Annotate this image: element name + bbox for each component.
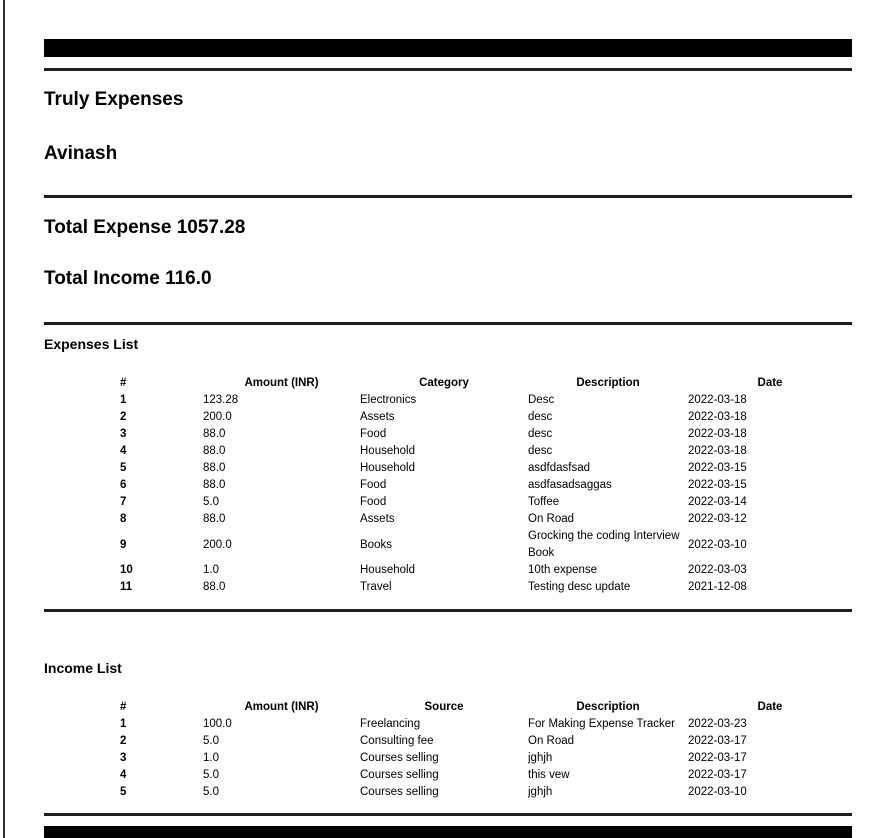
table-cell: Food xyxy=(360,479,387,491)
table-cell: 88.0 xyxy=(203,581,226,593)
income-list-heading: Income List xyxy=(44,660,122,676)
table-cell: 123.28 xyxy=(203,394,239,406)
table-cell: 200.0 xyxy=(203,411,232,423)
expenses-table-body xyxy=(120,392,852,596)
table-cell: 4 xyxy=(120,445,127,457)
table-cell: 2022-03-18 xyxy=(688,411,747,423)
header-bar xyxy=(44,39,852,57)
table-cell: 10 xyxy=(120,564,133,576)
table-cell: Freelancing xyxy=(360,718,421,730)
app-title: Truly Expenses xyxy=(44,89,184,110)
table-cell: 5 xyxy=(120,786,127,798)
table-cell: 5 xyxy=(120,462,127,474)
table-cell: 11 xyxy=(120,581,133,593)
table-cell: 4 xyxy=(120,769,127,781)
table-row xyxy=(120,528,852,562)
table-row xyxy=(120,443,852,460)
column-header-date: Date xyxy=(757,701,783,713)
table-row xyxy=(120,409,852,426)
table-cell: 2022-03-10 xyxy=(688,538,747,551)
table-cell: 2021-12-08 xyxy=(688,581,747,593)
table-cell: Household xyxy=(360,462,415,474)
column-header-description: Description xyxy=(576,701,640,713)
table-cell: Household xyxy=(360,564,415,576)
table-cell: Travel xyxy=(360,581,392,593)
table-cell: 2022-03-17 xyxy=(688,769,747,781)
table-cell: 9 xyxy=(120,538,127,551)
income-table-body xyxy=(120,716,852,801)
table-cell: 1.0 xyxy=(203,752,219,764)
table-cell: 5.0 xyxy=(203,496,219,508)
table-cell: For Making Expense Tracker xyxy=(528,718,676,730)
divider xyxy=(44,322,852,325)
table-cell: 2022-03-23 xyxy=(688,718,747,730)
table-cell: jghjh xyxy=(528,786,553,798)
table-cell: 2022-03-15 xyxy=(688,479,747,491)
table-cell: 2022-03-18 xyxy=(688,445,747,457)
table-row xyxy=(120,733,852,750)
table-cell: 2022-03-12 xyxy=(688,513,747,525)
income-table-header xyxy=(120,699,852,716)
table-cell: Household xyxy=(360,445,415,457)
table-cell: 1 xyxy=(120,394,127,406)
table-cell: 100.0 xyxy=(203,718,232,730)
table-cell: 2022-03-15 xyxy=(688,462,747,474)
table-cell: desc xyxy=(528,428,553,440)
table-row xyxy=(120,767,852,784)
table-cell: 88.0 xyxy=(203,428,226,440)
table-cell: 1.0 xyxy=(203,564,219,576)
table-row xyxy=(120,716,852,733)
table-cell: 3 xyxy=(120,752,127,764)
table-row xyxy=(120,460,852,477)
table-cell: Toffee xyxy=(528,496,560,508)
table-cell: Desc xyxy=(528,394,555,406)
header-row xyxy=(120,699,852,716)
table-cell: desc xyxy=(528,411,553,423)
table-row xyxy=(120,426,852,443)
table-cell: 2 xyxy=(120,411,127,423)
expenses-list-heading: Expenses List xyxy=(44,336,139,352)
table-cell: 88.0 xyxy=(203,462,226,474)
total-income xyxy=(44,268,212,289)
table-cell: 8 xyxy=(120,513,127,525)
footer-bar xyxy=(44,826,852,838)
table-cell: 2022-03-03 xyxy=(688,564,747,576)
header-row xyxy=(120,375,852,392)
table-cell: 200.0 xyxy=(203,538,232,551)
table-cell: jghjh xyxy=(528,752,553,764)
table-cell: 5.0 xyxy=(203,769,219,781)
table-row xyxy=(120,392,852,409)
table-cell: 88.0 xyxy=(203,445,226,457)
table-row xyxy=(120,562,852,579)
table-cell: 2022-03-14 xyxy=(688,496,747,508)
table-cell: Consulting fee xyxy=(360,735,434,747)
column-header-date: Date xyxy=(757,377,783,389)
table-row xyxy=(120,494,852,511)
table-row xyxy=(120,511,852,528)
income-table xyxy=(120,699,852,801)
page-left-border xyxy=(3,0,5,838)
table-cell: 2 xyxy=(120,735,127,747)
table-cell: 2022-03-17 xyxy=(688,735,747,747)
column-header-source: Source xyxy=(424,701,464,713)
total-income-value: 116.0 xyxy=(165,268,212,289)
table-cell: 2022-03-10 xyxy=(688,786,747,798)
table-cell: Testing desc update xyxy=(528,581,631,593)
table-cell: Food xyxy=(360,428,387,440)
table-cell: Grocking the coding Interview Book xyxy=(528,530,680,559)
table-cell: Food xyxy=(360,496,387,508)
table-cell: this vew xyxy=(528,769,570,781)
table-cell: Courses selling xyxy=(360,769,439,781)
table-row xyxy=(120,579,852,596)
column-header-number: # xyxy=(120,701,127,713)
table-row xyxy=(120,784,852,801)
divider xyxy=(44,813,852,816)
table-cell: Courses selling xyxy=(360,786,439,798)
table-cell: 10th expense xyxy=(528,564,598,576)
table-cell: 2022-03-18 xyxy=(688,394,747,406)
table-cell: 3 xyxy=(120,428,127,440)
column-header-amount: Amount (INR) xyxy=(244,701,319,713)
table-cell: 2022-03-17 xyxy=(688,752,747,764)
table-cell: 1 xyxy=(120,718,127,730)
table-cell: 88.0 xyxy=(203,479,226,491)
table-cell: 6 xyxy=(120,479,127,491)
table-cell: Assets xyxy=(360,411,395,423)
table-cell: Assets xyxy=(360,513,395,525)
table-row xyxy=(120,477,852,494)
total-expense xyxy=(44,217,245,238)
table-row xyxy=(120,750,852,767)
divider xyxy=(44,195,852,198)
table-cell: 7 xyxy=(120,496,127,508)
user-name: Avinash xyxy=(44,143,118,164)
divider xyxy=(44,609,852,612)
divider xyxy=(44,68,852,71)
table-cell: On Road xyxy=(528,513,575,525)
table-cell: Books xyxy=(360,538,392,551)
total-expense-label: Total Expense xyxy=(44,217,172,238)
column-header-description: Description xyxy=(576,377,640,389)
table-cell: Electronics xyxy=(360,394,417,406)
total-expense-value: 1057.28 xyxy=(176,217,246,238)
table-cell: 5.0 xyxy=(203,786,219,798)
table-cell: 2022-03-18 xyxy=(688,428,747,440)
table-cell: On Road xyxy=(528,735,575,747)
column-header-category: Category xyxy=(419,377,469,389)
total-income-label: Total Income xyxy=(44,268,160,289)
table-cell: 88.0 xyxy=(203,513,226,525)
table-cell: 5.0 xyxy=(203,735,219,747)
expenses-table xyxy=(120,375,852,596)
column-header-number: # xyxy=(120,377,127,389)
table-cell: asdfasadsaggas xyxy=(528,479,612,491)
table-cell: Courses selling xyxy=(360,752,439,764)
table-cell: asdfdasfsad xyxy=(528,462,591,474)
expenses-table-header xyxy=(120,375,852,392)
table-cell: desc xyxy=(528,445,553,457)
column-header-amount: Amount (INR) xyxy=(244,377,319,389)
